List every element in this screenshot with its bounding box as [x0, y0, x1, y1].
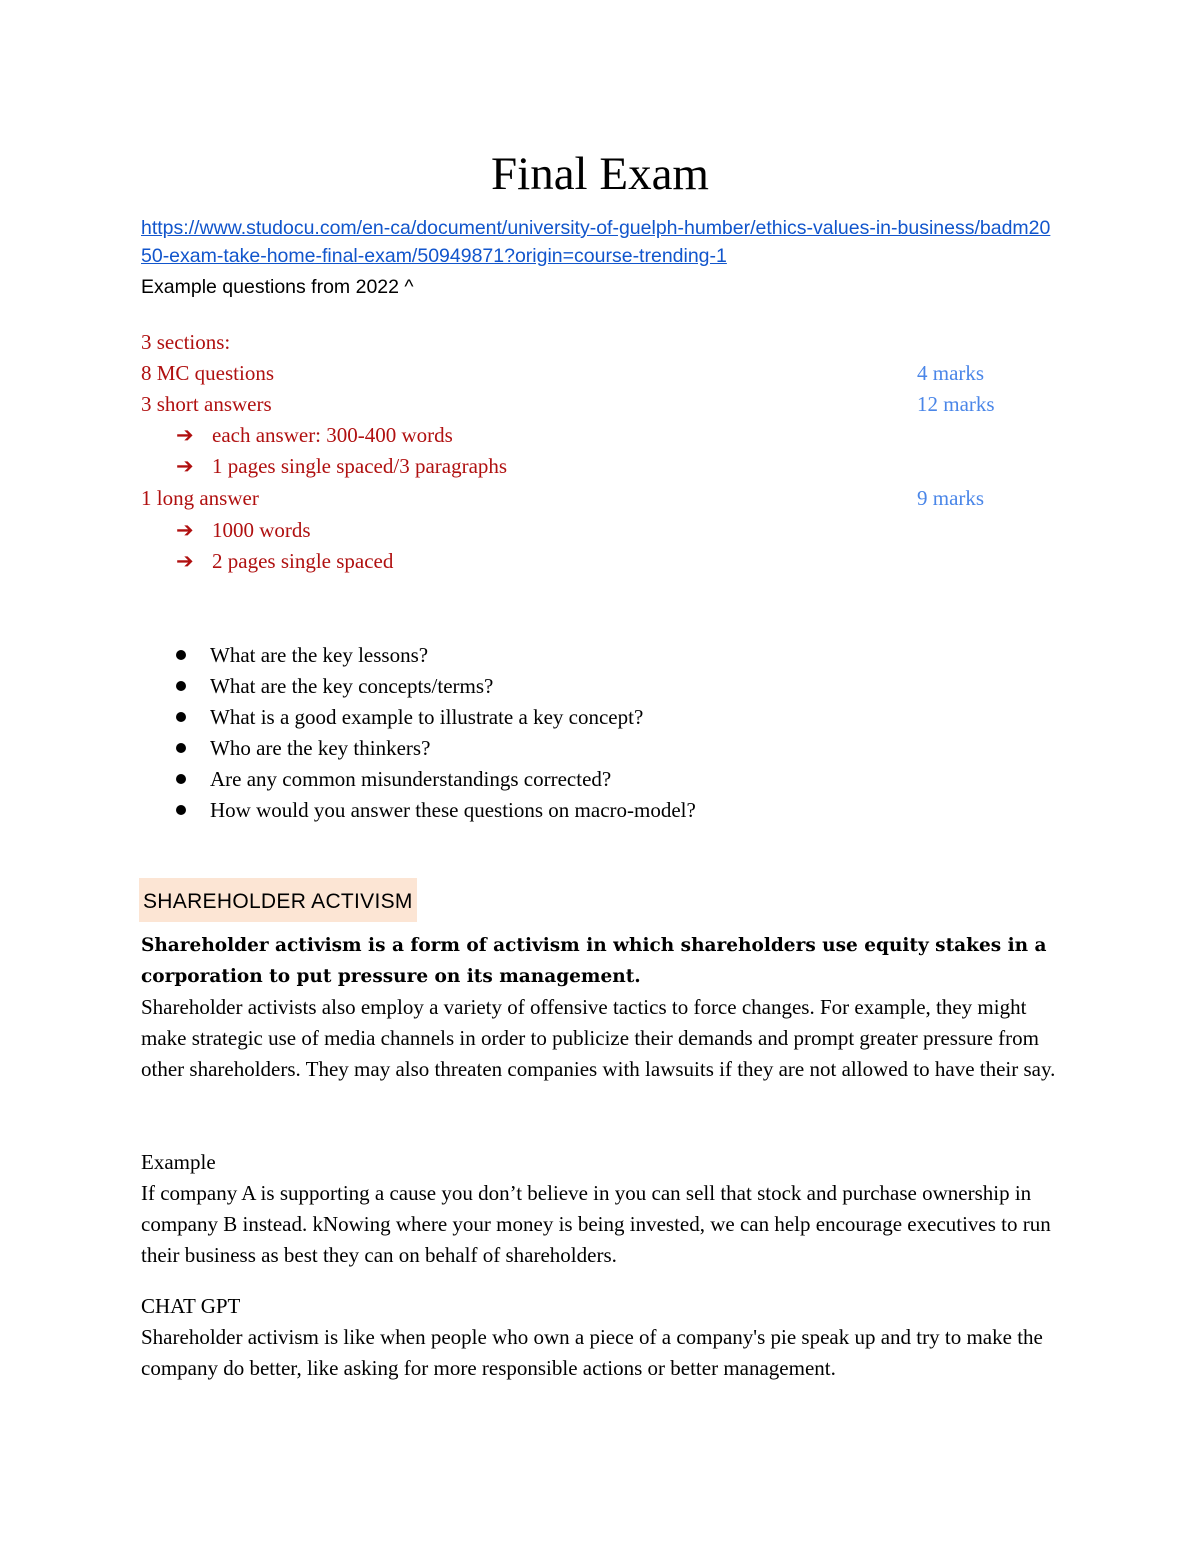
chatgpt-label: CHAT GPT [141, 1294, 241, 1318]
arrow-right-icon: ➔ [176, 518, 194, 542]
list-item: How would you answer these questions on macro-model? [176, 796, 696, 824]
section-long-label: 1 long answer [141, 486, 259, 510]
bullet-icon [176, 774, 186, 784]
example-note: Example questions from 2022 ^ [141, 276, 414, 298]
list-item: Are any common misunderstandings corrected? [176, 765, 611, 793]
bullet-icon [176, 681, 186, 691]
bullet-icon [176, 650, 186, 660]
section-short-label: 3 short answers [141, 392, 272, 416]
sections-header: 3 sections: [141, 330, 231, 354]
explanation-paragraph: Shareholder activists also employ a variety of offensive tactics to force changes. For example, they might make strategic use of media channels in order to publicize their demands and prompt greater pressure from other shareholders. They may also threaten companies with lawsuits if they are not allowed to have their say. [141, 995, 1056, 1081]
bullet-icon [176, 743, 186, 753]
list-item: Who are the key thinkers? [176, 734, 430, 762]
long-detail-words [176, 516, 311, 544]
arrow-right-icon: ➔ [176, 549, 194, 573]
short-detail-pages [176, 452, 507, 480]
detail-text: each answer: 300-400 words [212, 423, 453, 447]
chatgpt-paragraph: Shareholder activism is like when people who own a piece of a company's pie speak up and try to make the company do better, like asking for more responsible actions or better management. [141, 1325, 1043, 1380]
list-item: What are the key lessons? [176, 641, 428, 669]
list-item: What are the key concepts/terms? [176, 672, 493, 700]
detail-text: 1000 words [212, 518, 311, 542]
section-long-marks: 9 marks [917, 486, 985, 510]
detail-text: 2 pages single spaced [212, 549, 394, 573]
section-mc-label: 8 MC questions [141, 361, 275, 385]
definition-text: Shareholder activism is a form of activism in which shareholders use equity stakes in a corporation to put pressure on its management. [141, 935, 1047, 987]
detail-text: 1 pages single spaced/3 paragraphs [212, 454, 508, 478]
example-paragraph: If company A is supporting a cause you don’t believe in you can sell that stock and purchase ownership in company B instead. kNowing where your money is being invested, we can help encourage executives to run their business as best they can on behalf of shareholders. [141, 1181, 1051, 1267]
short-detail-words [176, 421, 453, 449]
section-heading: SHAREHOLDER ACTIVISM [139, 878, 417, 922]
section-mc-marks: 4 marks [917, 361, 985, 385]
bullet-icon [176, 712, 186, 722]
long-detail-pages [176, 547, 393, 575]
arrow-right-icon: ➔ [176, 454, 194, 478]
example-label: Example [141, 1150, 216, 1174]
arrow-right-icon: ➔ [176, 423, 194, 447]
bullet-icon [176, 805, 186, 815]
list-item: What is a good example to illustrate a key concept? [176, 703, 643, 731]
page-title: Final Exam [491, 148, 709, 200]
source-link[interactable]: https://www.studocu.com/en-ca/document/university-of-guelph-humber/ethics-values-in-business/badm2050-exam-take-home-final-exam/50949871?origin=course-trending-1 [141, 217, 1051, 267]
section-short-marks: 12 marks [917, 392, 995, 416]
